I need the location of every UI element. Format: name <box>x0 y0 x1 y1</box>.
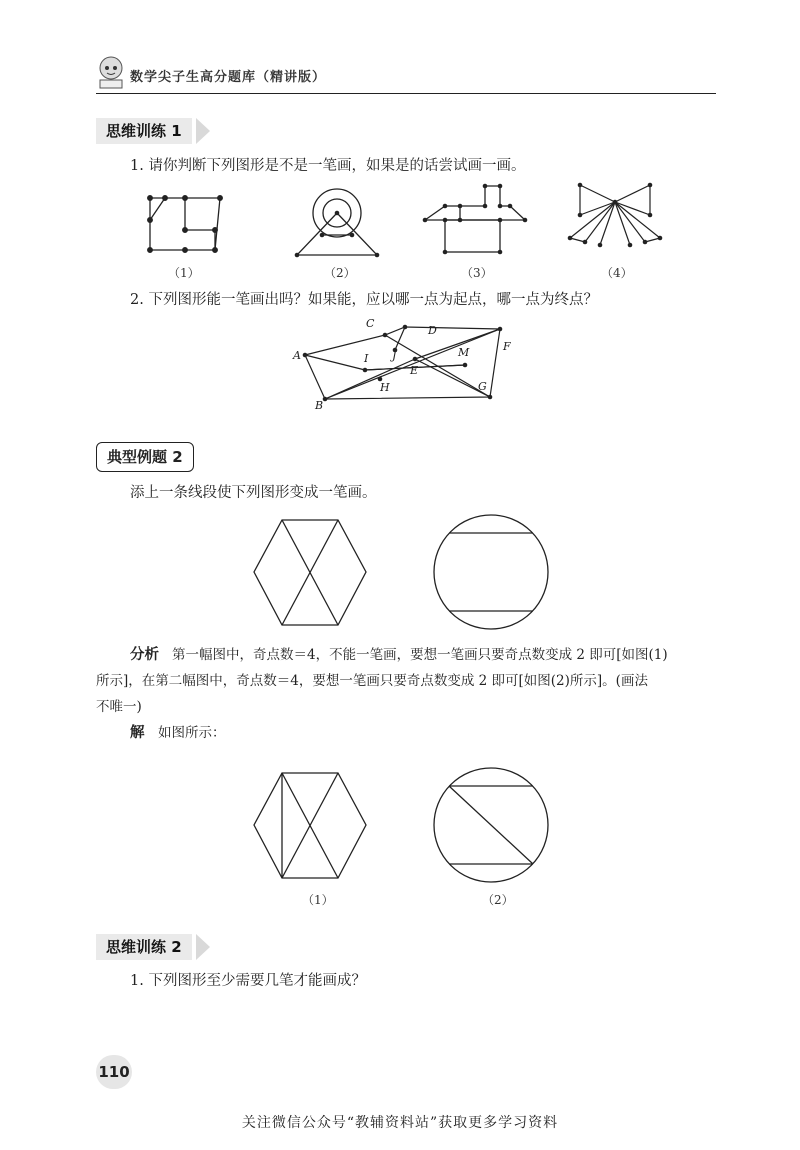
point-label-H: H <box>380 381 390 394</box>
point-label-A: A <box>293 349 301 362</box>
section-tag-example-2: 典型例题 2 <box>96 442 194 472</box>
figures-row-1 <box>130 180 670 260</box>
point-label-E: E <box>410 364 419 377</box>
question-1: 1. 请你判断下列图形是不是一笔画，如果是的话尝试画一画。 <box>130 158 526 174</box>
solution-figures <box>250 768 560 883</box>
section-tag-training-2: 思维训练 2 <box>96 934 192 960</box>
figure-3 <box>423 184 528 255</box>
point-label-D: D <box>428 324 437 337</box>
analysis-line-1: 第一幅图中，奇点数＝4，不能一笔画，要想一笔画只要奇点数变成 2 即可[如图(1) <box>172 647 668 663</box>
analysis-line-3: 不唯一) <box>96 699 142 715</box>
analysis-line-2: 所示]，在第二幅图中，奇点数＝4，要想一笔画只要奇点数变成 2 即可[如图(2)所示]。(画法 <box>96 673 648 689</box>
solution-label: 解 <box>130 725 145 741</box>
page-number: 110 <box>96 1055 132 1089</box>
tag-arrow-icon <box>196 934 210 960</box>
caption-fig-2: （2） <box>324 266 356 280</box>
point-label-J: J <box>392 349 397 362</box>
point-label-C: C <box>366 317 375 330</box>
solution-caption-2: （2） <box>482 893 514 907</box>
solution-text: 如图所示： <box>158 725 226 741</box>
header-rule <box>96 93 716 94</box>
mascot-logo <box>96 54 126 90</box>
footer-note: 关注微信公众号“教辅资料站”获取更多学习资料 <box>241 1115 559 1131</box>
section-tag-training-1: 思维训练 1 <box>96 118 192 144</box>
figure-4 <box>568 183 663 248</box>
graph-figure <box>290 315 520 415</box>
point-label-F: F <box>503 340 511 353</box>
caption-fig-3: （3） <box>461 266 493 280</box>
tag-arrow-icon <box>196 118 210 144</box>
book-title: 数学尖子生高分题库（精讲版） <box>130 70 327 85</box>
figure-1 <box>148 196 223 253</box>
point-label-G: G <box>478 380 487 393</box>
example-prompt: 添上一条线段使下列图形变成一笔画。 <box>130 485 377 501</box>
caption-fig-4: （4） <box>601 266 633 280</box>
point-label-I: I <box>364 352 369 365</box>
analysis-label: 分析 <box>130 647 159 663</box>
solution-caption-1: （1） <box>302 893 334 907</box>
point-label-B: B <box>315 399 324 412</box>
example-figures <box>250 515 560 630</box>
question-2: 2. 下列图形能一笔画出吗？如果能，应以哪一点为起点，哪一点为终点？ <box>130 292 598 308</box>
caption-fig-1: （1） <box>168 266 200 280</box>
section2-question-1: 1. 下列图形至少需要几笔才能画成？ <box>130 973 366 989</box>
figure-2 <box>295 189 380 257</box>
point-label-M: M <box>458 346 470 359</box>
